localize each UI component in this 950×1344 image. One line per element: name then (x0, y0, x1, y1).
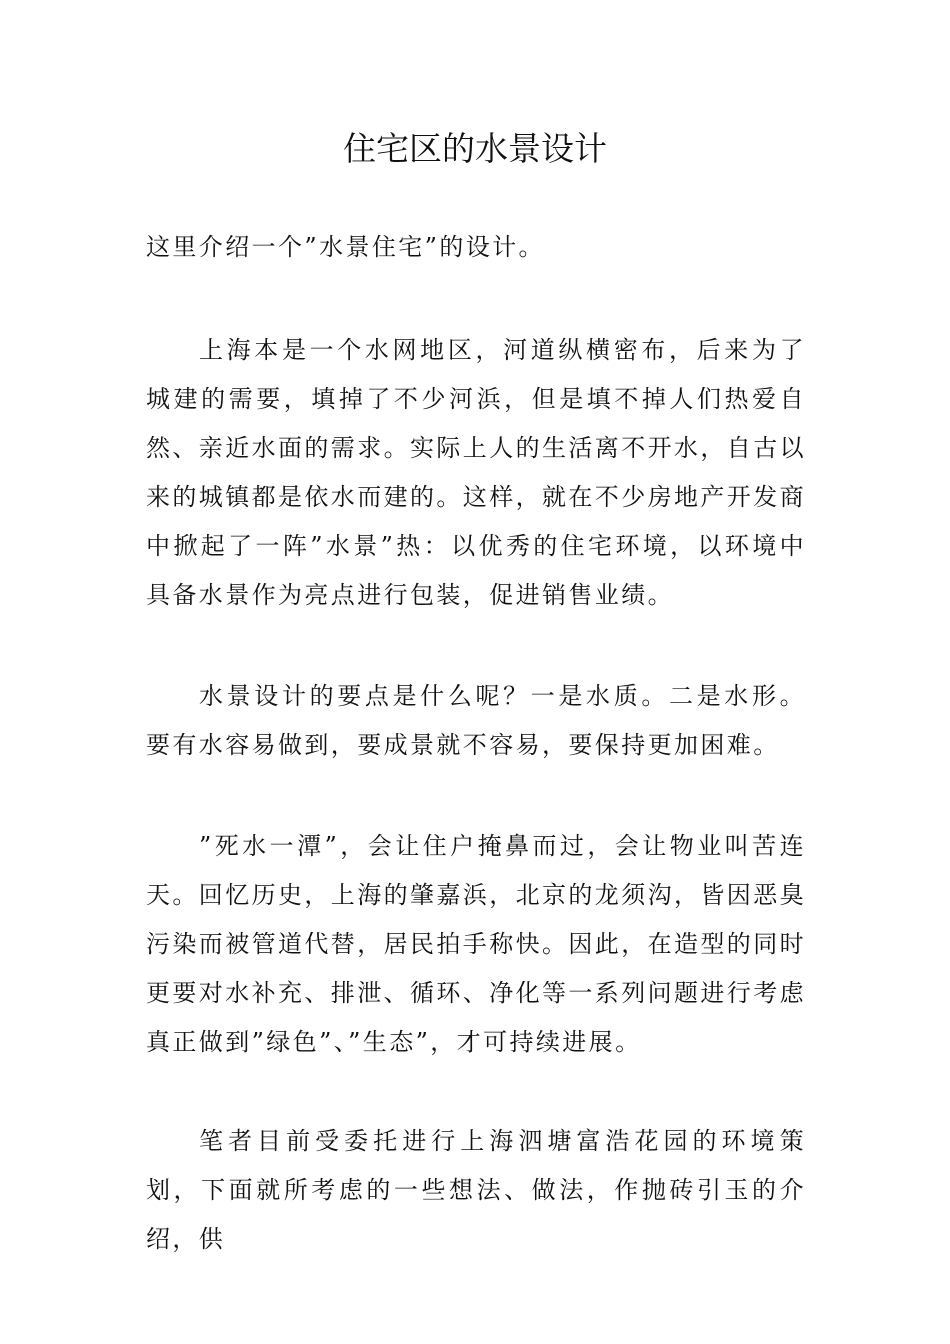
body-paragraph-3: ”死水一潭”，会让住户掩鼻而过，会让物业叫苦连天。回忆历史，上海的肇嘉浜，北京的龙须沟，皆因恶臭污染而被管道代替，居民拍手称快。因此，在造型的同时更要对水补充、排泄、循环、净化等一系列问题进行考虑真正做到”绿色”、”生态”，才可持续进展。 (146, 832, 806, 1056)
document-title: 住宅区的水景设计 (343, 129, 607, 168)
body-paragraph-4: 笔者目前受委托进行上海泗塘富浩花园的环境策划，下面就所考虑的一些想法、做法，作抛砖引玉的介绍，供 (146, 1127, 806, 1253)
intro-paragraph: 这里介绍一个”水景住宅”的设计。 (146, 233, 545, 261)
body-paragraph-2: 水景设计的要点是什么呢？一是水质。二是水形。要有水容易做到，要成景就不容易，要保持更加困难。 (146, 682, 806, 759)
body-paragraph-1: 上海本是一个水网地区，河道纵横密布，后来为了城建的需要，填掉了不少河浜，但是填不掉人们热爱自然、亲近水面的需求。实际上人的生活离不开水，自古以来的城镇都是依水而建的。这样，就在不少房地产开发商中掀起了一阵”水景”热：以优秀的住宅环境，以环境中具备水景作为亮点进行包装，促进销售业绩。 (146, 336, 806, 609)
